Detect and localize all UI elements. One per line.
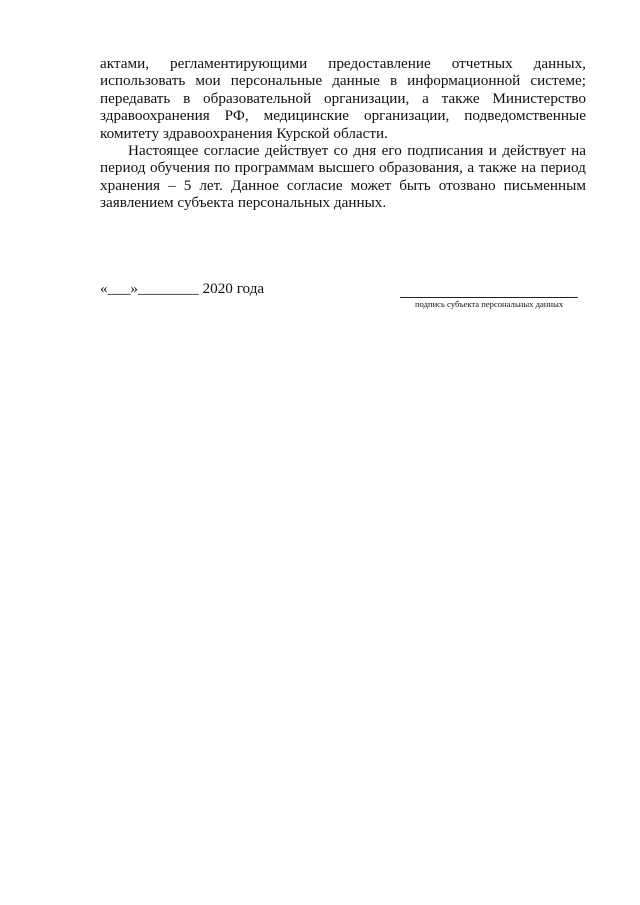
word: хранения <box>100 176 161 194</box>
word: подведомственные <box>464 107 586 125</box>
word: данных, <box>533 55 586 72</box>
word: обучения <box>149 159 210 177</box>
word: организации, <box>363 107 450 125</box>
word: дня <box>353 142 377 160</box>
paragraph-processing-purposes <box>100 55 586 142</box>
word: согласие <box>286 176 343 194</box>
word: использовать <box>100 72 186 90</box>
signature-caption: подпись субъекта персональных данных <box>414 299 564 309</box>
paragraph2-line4: заявлением субъекта персональных данных. <box>100 194 387 212</box>
word: со <box>333 142 349 160</box>
word: данные <box>332 72 380 90</box>
word: действует <box>502 142 566 160</box>
word: предоставление <box>328 55 431 72</box>
word: письменным <box>503 176 586 194</box>
consent-body-text <box>100 55 586 212</box>
word: Настоящее <box>128 142 199 160</box>
word: действует <box>264 142 329 160</box>
word: на <box>521 159 536 177</box>
word: может <box>350 176 392 194</box>
word: образования, <box>378 159 463 177</box>
paragraph1-line2 <box>100 72 586 89</box>
paragraph1-line3 <box>100 90 586 107</box>
word: и <box>488 142 497 160</box>
word: его <box>381 142 402 160</box>
word: высшего <box>318 159 375 177</box>
word: быть <box>399 176 431 194</box>
word: на <box>571 142 586 160</box>
word: 5 <box>183 176 192 194</box>
word: согласие <box>203 142 260 160</box>
word: а <box>422 89 429 107</box>
paragraph1-line4 <box>100 107 586 124</box>
word: отчетных <box>451 55 513 72</box>
word: Данное <box>230 176 279 194</box>
word: организации, <box>324 89 410 107</box>
paragraph2-line2 <box>100 159 586 176</box>
paragraph2-line3 <box>100 177 586 194</box>
word: образовательной <box>203 89 312 107</box>
word: также <box>478 159 517 177</box>
word: здравоохранения <box>100 107 210 125</box>
word: в <box>183 89 191 107</box>
word: лет. <box>199 176 223 194</box>
word: а <box>467 159 475 177</box>
word: по <box>214 159 231 177</box>
word: персональные <box>230 72 323 90</box>
word: также <box>441 89 480 107</box>
word: информационной <box>407 72 521 90</box>
word: в <box>389 72 398 90</box>
word: Министерство <box>492 89 586 107</box>
word: – <box>168 176 176 194</box>
word: актами, <box>100 55 150 72</box>
word: регламентирующими <box>169 55 308 72</box>
word: период <box>100 159 146 177</box>
paragraph1-line1 <box>100 55 586 72</box>
paragraph-validity-term <box>100 142 586 212</box>
word: медицинские <box>263 107 350 125</box>
paragraph2-line1 <box>100 142 586 159</box>
signature-line <box>400 297 578 298</box>
word: отозвано <box>438 176 496 194</box>
paragraph1-line5: комитету здравоохранения Курской области. <box>100 124 388 142</box>
word: мои <box>195 72 221 90</box>
date-field: «___»________ 2020 года <box>100 280 265 297</box>
word: РФ, <box>224 107 249 125</box>
word: передавать <box>100 89 171 107</box>
word: подписания <box>407 142 484 160</box>
word: программам <box>234 159 314 177</box>
word: период <box>540 159 586 177</box>
signature-block <box>400 297 578 309</box>
word: системе; <box>530 72 586 90</box>
